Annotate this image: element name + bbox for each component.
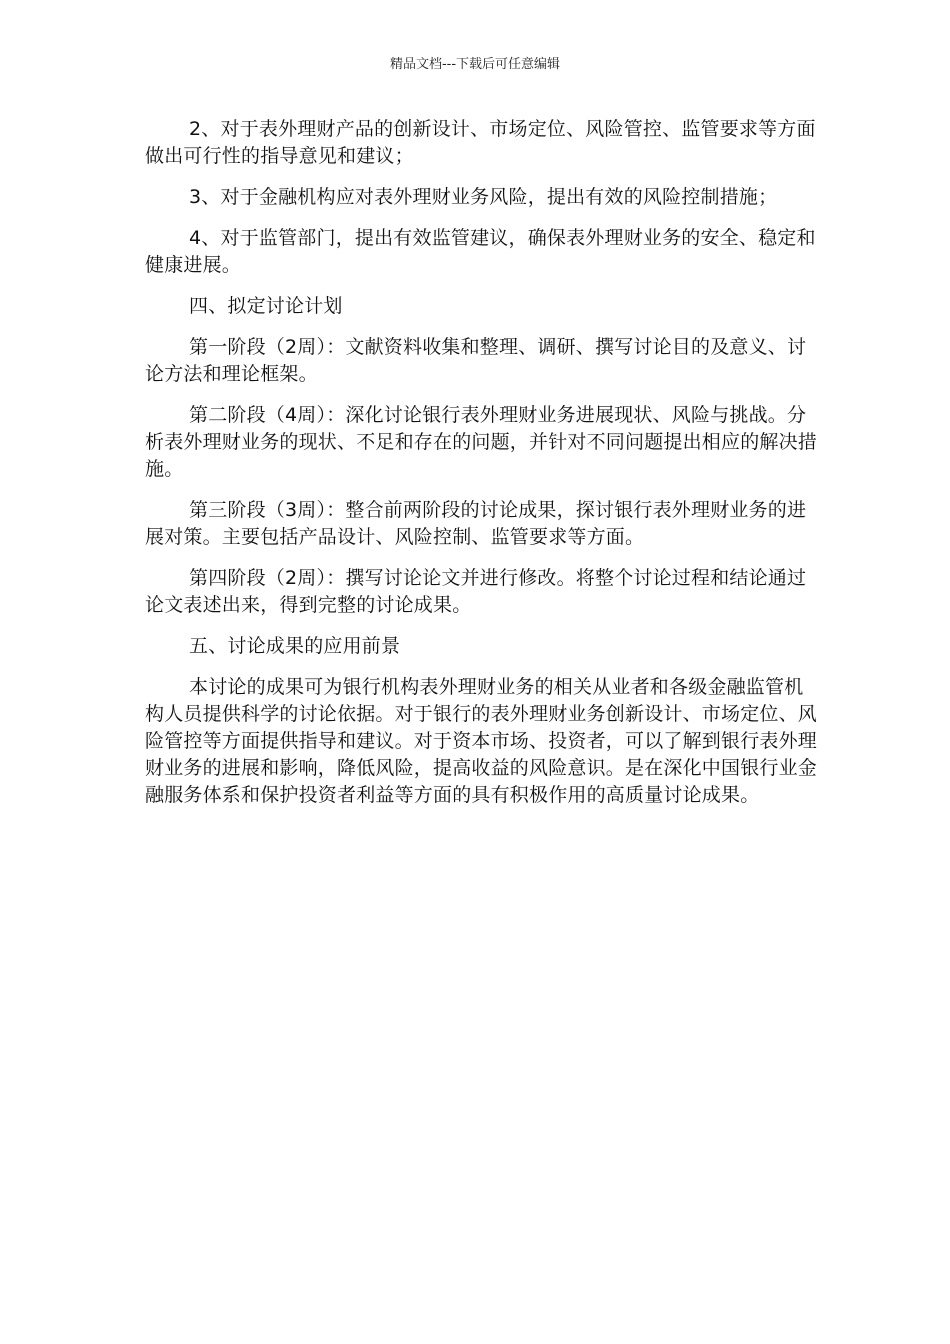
page-header: 精品文档---下载后可任意编辑 [389, 57, 561, 72]
paragraph-goal-4: 4、对于监管部门，提出有效监管建议，确保表外理财业务的安全、稳定和健康进展。 [145, 227, 816, 276]
paragraph-goal-2: 2、对于表外理财产品的创新设计、市场定位、风险管控、监管要求等方面做出可行性的指导意见和建议； [145, 118, 816, 167]
paragraph-stage-1: 第一阶段（2周）：文献资料收集和整理、调研、撰写讨论目的及意义、讨论方法和理论框架。 [145, 336, 807, 385]
paragraph-stage-2: 第二阶段（4周）：深化讨论银行表外理财业务进展现状、风险与挑战。分析表外理财业务的现状、不足和存在的问题，并针对不同问题提出相应的解决措施。 [145, 404, 818, 480]
paragraph-stage-3: 第三阶段（3周）：整合前两阶段的讨论成果，探讨银行表外理财业务的进展对策。主要包括产品设计、风险控制、监管要求等方面。 [145, 499, 807, 548]
section-heading-application: 五、讨论成果的应用前景 [189, 635, 401, 657]
document-body [145, 116, 820, 823]
paragraph-application: 本讨论的成果可为银行机构表外理财业务的相关从业者和各级金融监管机构人员提供科学的讨论依据。对于银行的表外理财业务创新设计、市场定位、风险管控等方面提供指导和建议。对于资本市场、投资者，可以了解到银行表外理财业务的进展和影响，降低风险，提高收益的风险意识。是在深化中国银行业金融服务体系和保护投资者利益等方面的具有积极作用的高质量讨论成果。 [145, 676, 818, 806]
section-heading-plan: 四、拟定讨论计划 [189, 295, 343, 317]
paragraph-stage-4: 第四阶段（2周）：撰写讨论论文并进行修改。将整个讨论过程和结论通过论文表述出来，得到完整的讨论成果。 [145, 567, 807, 616]
paragraph-goal-3: 3、对于金融机构应对表外理财业务风险，提出有效的风险控制措施； [189, 186, 778, 208]
